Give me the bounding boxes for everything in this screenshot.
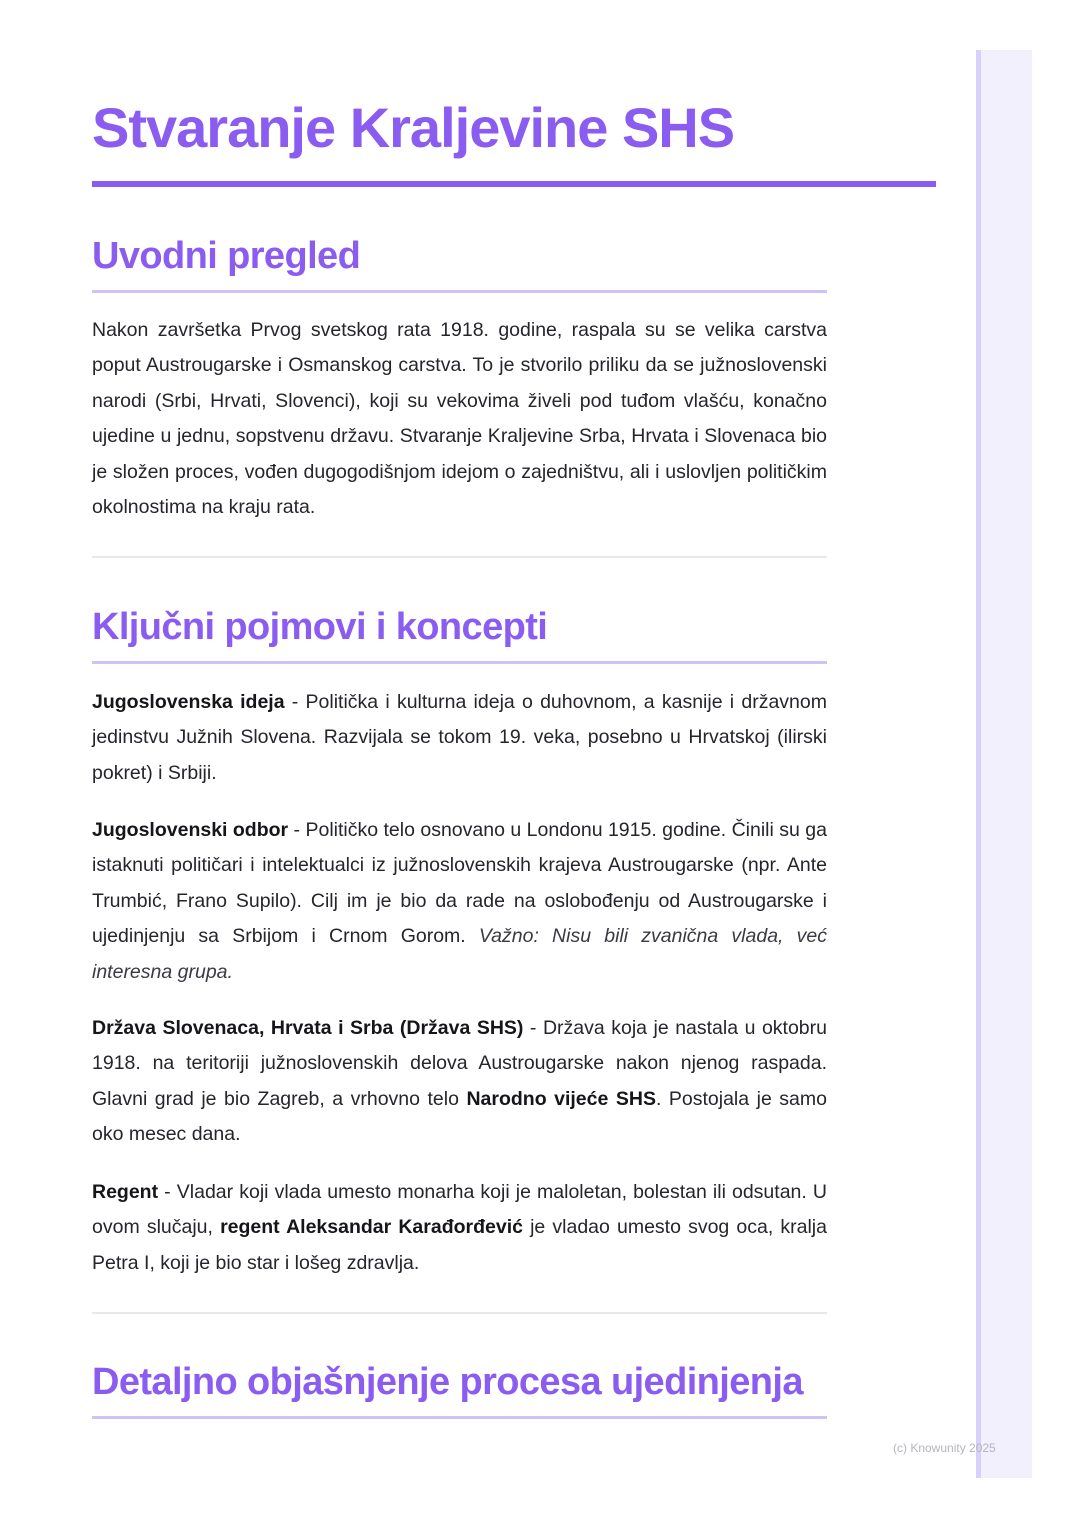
section-heading-kljucni-pojmovi: Ključni pojmovi i koncepti	[92, 606, 548, 648]
page-title: Stvaranje Kraljevine SHS	[92, 96, 735, 159]
term-label: Jugoslovenski odbor	[92, 819, 289, 841]
section-heading-uvodni-pregled: Uvodni pregled	[92, 235, 361, 277]
term-separator: -	[288, 819, 306, 841]
term-definition: Političko telo osnovano u Londonu 1915. godine. Činili su ga istaknuti političari i intelektualci iz južnoslovenskih krajeva Austrougarske (npr. Ante Trumbić, Frano Supilo). Cilj im je bio da rade na oslobođenju od Austrougarske i ujedinjenju sa Srbijom i Crnom Gorom.	[92, 819, 827, 948]
copyright-footer: (c) Knowunity 2025	[893, 1441, 996, 1455]
term-note: Važno: Nisu bili zvanična vlada, već interesna grupa.	[92, 925, 827, 983]
term-definition: Politička i kulturna ideja o duhovnom, a kasnije i državnom jedinstvu Južnih Slovena. Razvijala se tokom 19. veka, posebno u Hrvatskoj (ilirski pokret) i Srbiji.	[92, 691, 827, 784]
term-definition: Država koja je nastala u oktobru 1918. na teritoriji južnoslovenskih delova Austrougarske nakon njenog raspada. Glavni grad je bio Zagreb, a vrhovno telo	[92, 1017, 827, 1110]
term-jugoslovenska-ideja	[92, 685, 827, 791]
section-underline	[92, 661, 827, 664]
term-definition: Vladar koji vlada umesto monarha koji je maloletan, bolestan ili odsutan. U ovom slučaju,	[92, 1181, 827, 1239]
term-definition-end: . Postojala je samo oko mesec dana.	[92, 1087, 827, 1146]
term-label: Jugoslovenska ideja	[92, 691, 285, 713]
title-underline	[92, 181, 936, 187]
section-heading-detaljno-objasnjenje: Detaljno objašnjenje procesa ujedinjenja	[92, 1361, 803, 1403]
term-definition-end: je vladao umesto svog oca, kralja Petra I, koji je bio star i lošeg zdravlja.	[92, 1216, 827, 1274]
term-emphasis: Narodno vijeće SHS	[466, 1087, 656, 1110]
term-separator: -	[158, 1181, 177, 1203]
section-divider	[92, 1312, 827, 1314]
term-regent	[92, 1175, 827, 1281]
term-jugoslovenski-odbor	[92, 813, 827, 990]
section-underline	[92, 290, 827, 293]
term-separator: -	[284, 691, 306, 713]
term-label: Regent	[92, 1181, 159, 1203]
section-underline	[92, 1416, 827, 1419]
term-emphasis: regent Aleksandar Karađorđević	[220, 1216, 523, 1239]
term-label: Država Slovenaca, Hrvata i Srba (Država SHS)	[92, 1017, 524, 1039]
term-drzava-shs	[92, 1011, 827, 1153]
term-separator: -	[523, 1017, 543, 1039]
intro-paragraph: Nakon završetka Prvog svetskog rata 1918. godine, raspala su se velika carstva poput Austrougarske i Osmanskog carstva. To je stvorilo priliku da se južnoslovenski narodi (Srbi, Hrvati, Slovenci), koji su vekovima živeli pod tuđom vlašću, konačno ujedine u jednu, sopstvenu državu. Stvaranje Kraljevine Srba, Hrvata i Slovenaca bio je složen proces, vođen dugogodišnjom idejom o zajedništvu, ali i uslovljen političkim okolnostima na kraju rata.	[92, 319, 827, 519]
side-margin-panel	[976, 50, 1032, 1478]
section-divider	[92, 556, 827, 558]
